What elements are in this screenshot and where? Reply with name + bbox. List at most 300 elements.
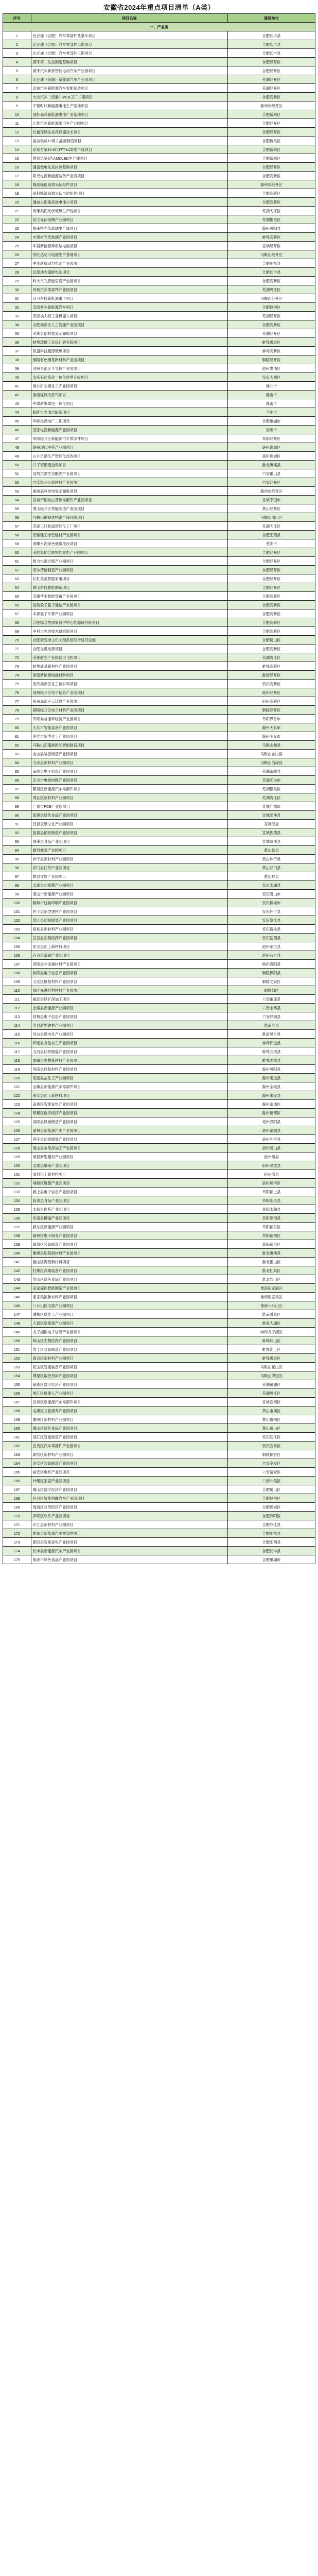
row-index: 85 bbox=[3, 767, 31, 776]
table-row bbox=[3, 863, 315, 872]
row-index: 108 bbox=[3, 969, 31, 977]
table-row bbox=[3, 189, 315, 198]
row-index: 68 bbox=[3, 618, 31, 627]
table-row bbox=[3, 391, 315, 399]
table-row bbox=[3, 566, 315, 574]
row-project-name: 叶集区家居产业园项目 bbox=[31, 1477, 227, 1485]
row-index: 43 bbox=[3, 399, 31, 408]
row-project-name: 中建材光伏玻璃产业园项目 bbox=[31, 233, 227, 242]
row-index: 118 bbox=[3, 1056, 31, 1065]
row-index: 146 bbox=[3, 1301, 31, 1310]
row-index: 136 bbox=[3, 1214, 31, 1223]
row-project-name: 国家电投新能源产业园项目 bbox=[31, 426, 227, 434]
row-project-name: 阳光电源新能源装备产业园项目 bbox=[31, 172, 227, 180]
row-unit: 阜阳临泉县 bbox=[228, 1196, 315, 1205]
row-unit: 合肥蜀山区 bbox=[228, 636, 315, 645]
row-index: 174 bbox=[3, 1547, 31, 1555]
row-project-name: 欣旺达动力电池生产基地项目 bbox=[31, 250, 227, 259]
row-unit: 亳州谯城区 bbox=[228, 452, 315, 461]
row-project-name: 金安区装备制造产业园项目 bbox=[31, 1459, 227, 1468]
table-row bbox=[3, 1109, 315, 1117]
row-unit: 宿州萧县 bbox=[228, 1153, 315, 1161]
row-project-name: 颍州区电子商务产业园项目 bbox=[31, 1231, 227, 1240]
row-project-name: 长鑫存储先进存储器技术项目 bbox=[31, 128, 227, 137]
row-project-name: 涡阳县机械制造产业园项目 bbox=[31, 1117, 227, 1126]
row-index: 150 bbox=[3, 1336, 31, 1345]
table-row bbox=[3, 338, 315, 347]
row-project-name: 谢家集区新材料产业园项目 bbox=[31, 1293, 227, 1301]
table-row bbox=[3, 1363, 315, 1371]
row-unit: 蚌埠龙子湖区 bbox=[228, 1328, 315, 1336]
table-row bbox=[3, 1415, 315, 1424]
table-row bbox=[3, 846, 315, 855]
row-unit: 合肥肥西县 bbox=[228, 531, 315, 539]
row-unit: 六安霍山县 bbox=[228, 469, 315, 478]
row-project-name: 宣城宁国核心基础零部件产业园项目 bbox=[31, 496, 227, 504]
row-index: 112 bbox=[3, 1004, 31, 1012]
row-project-name: 淮南新能源电池材料项目 bbox=[31, 671, 227, 680]
table-row bbox=[3, 1406, 315, 1415]
row-project-name: 肥西县智能家电产业园项目 bbox=[31, 1538, 227, 1547]
row-project-name: 合肥先进光源项目 bbox=[31, 645, 227, 653]
row-project-name: 青阳县非金属材料产业园项目 bbox=[31, 960, 227, 969]
document-title: 安徽省2024年重点项目清单（A类） bbox=[103, 4, 215, 11]
row-project-name: 合肥聚变堆主机关键系统综合研究设施 bbox=[31, 636, 227, 645]
row-unit: 黄山黟县 bbox=[228, 872, 315, 881]
row-unit: 合肥经开区 bbox=[228, 163, 315, 172]
row-unit: 淮南凤台县 bbox=[228, 1030, 315, 1039]
row-unit: 蚌埠禹会区 bbox=[228, 338, 315, 347]
row-project-name: 安凯客车新能源汽车项目 bbox=[31, 303, 227, 312]
row-project-name: 泾县宣纸文化产业园项目 bbox=[31, 820, 227, 828]
table-row bbox=[3, 548, 315, 557]
row-index: 53 bbox=[3, 487, 31, 496]
row-unit: 池州青阳县 bbox=[228, 960, 315, 969]
row-index: 105 bbox=[3, 942, 31, 951]
table-row bbox=[3, 1433, 315, 1442]
row-index: 33 bbox=[3, 312, 31, 320]
row-unit: 安庆桐城市 bbox=[228, 899, 315, 907]
row-index: 103 bbox=[3, 925, 31, 934]
row-project-name: 枞阳县电子信息产业园项目 bbox=[31, 969, 227, 977]
row-project-name: 蚌埠玻璃工业设计研究院项目 bbox=[31, 338, 227, 347]
table-row bbox=[3, 522, 315, 531]
table-row bbox=[3, 312, 315, 320]
table-row bbox=[3, 1223, 315, 1231]
row-project-name: 六安经开区新材料产业园项目 bbox=[31, 478, 227, 487]
row-index: 152 bbox=[3, 1354, 31, 1363]
row-unit: 滁州市经开区 bbox=[228, 487, 315, 496]
row-unit: 黄山黄山区 bbox=[228, 1424, 315, 1433]
row-index: 141 bbox=[3, 1258, 31, 1266]
row-unit: 合肥长丰县 bbox=[228, 31, 315, 40]
row-index: 36 bbox=[3, 338, 31, 347]
table-row bbox=[3, 250, 315, 259]
table-row bbox=[3, 1310, 315, 1319]
row-unit: 合肥经开区 bbox=[228, 58, 315, 66]
table-row bbox=[3, 1301, 315, 1310]
row-project-name: 花山区智能装备产业园项目 bbox=[31, 1363, 227, 1371]
row-index: 109 bbox=[3, 977, 31, 986]
table-row bbox=[3, 452, 315, 461]
table-row bbox=[3, 601, 315, 609]
table-row bbox=[3, 671, 315, 680]
row-project-name: 禹会区新材料产业园项目 bbox=[31, 1354, 227, 1363]
table-row bbox=[3, 119, 315, 128]
row-index: 64 bbox=[3, 583, 31, 592]
row-index: 169 bbox=[3, 1503, 31, 1512]
table-row bbox=[3, 277, 315, 285]
table-row bbox=[3, 469, 315, 478]
row-unit: 滁州定远县 bbox=[228, 1074, 315, 1082]
row-unit: 淮南谢家集区 bbox=[228, 1293, 315, 1301]
row-project-name: 来安县化工新材料项目 bbox=[31, 1091, 227, 1100]
row-project-name: 比亚迪（芜湖）新能源汽车产业园项目 bbox=[31, 75, 227, 84]
row-unit: 淮北杜集区 bbox=[228, 1266, 315, 1275]
row-project-name: 怀宁县新型建材产业园项目 bbox=[31, 907, 227, 916]
row-index: 170 bbox=[3, 1512, 31, 1520]
row-unit: 合肥经开区 bbox=[228, 574, 315, 583]
row-unit: 六安舒城县 bbox=[228, 1012, 315, 1021]
table-row bbox=[3, 364, 315, 373]
row-unit: 铜陵枞阳县 bbox=[228, 969, 315, 977]
row-unit: 宿州泗县 bbox=[228, 1170, 315, 1179]
row-unit: 马鞍山花山区 bbox=[228, 1363, 315, 1371]
row-unit: 池州石台县 bbox=[228, 951, 315, 960]
row-index: 3 bbox=[3, 49, 31, 58]
row-index: 99 bbox=[3, 890, 31, 899]
row-project-name: 铜陵有色铜基新材料产业园项目 bbox=[31, 355, 227, 364]
row-unit: 蚌埠禹会区 bbox=[228, 1354, 315, 1363]
row-project-name: 芜湖航空产业园通用飞机项目 bbox=[31, 653, 227, 662]
row-unit: 合肥高新区 bbox=[228, 277, 315, 285]
row-index: 154 bbox=[3, 1371, 31, 1380]
row-index: 1 bbox=[3, 31, 31, 40]
row-project-name: 金寨县新能源产业园项目 bbox=[31, 1004, 227, 1012]
row-unit: 宣城经开区 bbox=[228, 242, 315, 250]
row-unit: 宣城广德市 bbox=[228, 802, 315, 811]
row-unit: 合肥高新区 bbox=[228, 592, 315, 601]
row-index: 120 bbox=[3, 1074, 31, 1082]
table-row bbox=[3, 1240, 315, 1249]
row-index: 135 bbox=[3, 1205, 31, 1214]
row-index: 45 bbox=[3, 417, 31, 426]
row-index: 41 bbox=[3, 382, 31, 391]
row-index: 116 bbox=[3, 1039, 31, 1047]
row-unit: 合肥经开区 bbox=[228, 583, 315, 592]
row-project-name: 东至县化工新材料项目 bbox=[31, 942, 227, 951]
row-project-name: 淮上区装备制造产业园项目 bbox=[31, 1345, 227, 1354]
table-row bbox=[3, 1424, 315, 1433]
row-index: 110 bbox=[3, 986, 31, 995]
row-unit: 淮南大通区 bbox=[228, 1319, 315, 1328]
row-unit: 淮南市 bbox=[228, 391, 315, 399]
row-index: 34 bbox=[3, 320, 31, 329]
table-row bbox=[3, 1144, 315, 1153]
table-row bbox=[3, 84, 315, 93]
table-row bbox=[3, 653, 315, 662]
row-index: 73 bbox=[3, 662, 31, 671]
row-unit: 淮南潘集区 bbox=[228, 1310, 315, 1319]
table-row bbox=[3, 268, 315, 277]
table-row bbox=[3, 811, 315, 820]
table-row bbox=[3, 75, 315, 84]
row-project-name: 颍上县电子信息产业园项目 bbox=[31, 1188, 227, 1196]
row-unit: 合肥高新区 bbox=[228, 320, 315, 329]
row-unit: 合肥高新区 bbox=[228, 198, 315, 207]
row-project-name: 通富微电先进封测基地项目 bbox=[31, 163, 227, 172]
row-unit: 池州经开区 bbox=[228, 688, 315, 697]
row-unit: 宣城宣州区 bbox=[228, 1398, 315, 1406]
row-unit: 亳州蒙城县 bbox=[228, 1126, 315, 1135]
row-unit: 宣城旌德县 bbox=[228, 828, 315, 837]
row-project-name: 当涂县新材料产业园项目 bbox=[31, 758, 227, 767]
row-project-name: 大通区新能源产业园项目 bbox=[31, 1319, 227, 1328]
row-index: 61 bbox=[3, 557, 31, 566]
row-project-name: 黄山经开区智能制造产业园项目 bbox=[31, 504, 227, 513]
table-row bbox=[3, 408, 315, 417]
table-row bbox=[3, 697, 315, 706]
row-index: 30 bbox=[3, 285, 31, 294]
row-index: 171 bbox=[3, 1520, 31, 1529]
table-row bbox=[3, 1398, 315, 1406]
row-index: 49 bbox=[3, 452, 31, 461]
row-index: 97 bbox=[3, 872, 31, 881]
row-unit: 芜湖经开区 bbox=[228, 75, 315, 84]
row-index: 111 bbox=[3, 995, 31, 1004]
row-index: 75 bbox=[3, 680, 31, 688]
table-row bbox=[3, 1135, 315, 1144]
row-project-name: 泗县化工新材料项目 bbox=[31, 1170, 227, 1179]
row-unit: 滁州市经开区 bbox=[228, 101, 315, 110]
header-unit: 建设单位 bbox=[228, 14, 315, 23]
table-row bbox=[3, 609, 315, 618]
row-unit: 宿州埇桥区 bbox=[228, 1179, 315, 1188]
row-project-name: 合肥高新区人工智能产业园项目 bbox=[31, 320, 227, 329]
table-row bbox=[3, 1555, 315, 1564]
row-unit: 滁州明光市 bbox=[228, 732, 315, 741]
row-index: 46 bbox=[3, 426, 31, 434]
row-index: 113 bbox=[3, 1012, 31, 1021]
row-project-name: 繁昌区新能源汽车零部件项目 bbox=[31, 785, 227, 793]
row-project-name: 滁州惠科光电显示面板项目 bbox=[31, 487, 227, 496]
table-row bbox=[3, 382, 315, 391]
row-index: 139 bbox=[3, 1240, 31, 1249]
row-project-name: 维信诺第6代AMOLED生产线项目 bbox=[31, 154, 227, 163]
row-unit: 阜阳阜南县 bbox=[228, 1214, 315, 1223]
row-project-name: 定远县盐化工产业园项目 bbox=[31, 1074, 227, 1082]
row-unit: 芜湖镜湖区 bbox=[228, 1380, 315, 1389]
row-unit: 安庆迎江区 bbox=[228, 1433, 315, 1442]
row-index: 175 bbox=[3, 1555, 31, 1564]
table-row bbox=[3, 1091, 315, 1100]
row-project-name: 徽州区新材料产业园项目 bbox=[31, 1415, 227, 1424]
table-row bbox=[3, 1494, 315, 1503]
table-row bbox=[3, 373, 315, 382]
row-project-name: 中煤新集煤电一体化项目 bbox=[31, 399, 227, 408]
row-project-name: 湾沚区新材料产业园项目 bbox=[31, 793, 227, 802]
row-index: 26 bbox=[3, 250, 31, 259]
table-row bbox=[3, 1389, 315, 1398]
row-unit: 芜湖湾沚区 bbox=[228, 653, 315, 662]
table-row bbox=[3, 355, 315, 364]
row-project-name: 固镇县生物基材料产业园项目 bbox=[31, 1056, 227, 1065]
row-project-name: 池州贵池区半导体产业园项目 bbox=[31, 364, 227, 373]
table-row bbox=[3, 741, 315, 750]
table-row bbox=[3, 627, 315, 636]
row-unit: 六安经开区 bbox=[228, 478, 315, 487]
table-row bbox=[3, 1188, 315, 1196]
row-unit: 淮南经开区 bbox=[228, 671, 315, 680]
row-index: 157 bbox=[3, 1398, 31, 1406]
row-project-name: 蒙城县新能源汽车产业园项目 bbox=[31, 1126, 227, 1135]
table-row bbox=[3, 399, 315, 408]
row-index: 54 bbox=[3, 496, 31, 504]
table-row bbox=[3, 101, 315, 110]
row-unit: 安庆大观区 bbox=[228, 373, 315, 382]
row-unit: 马鞍山和县 bbox=[228, 741, 315, 750]
row-unit: 六安霍邱县 bbox=[228, 995, 315, 1004]
row-project-name: 迎江区智能制造产业园项目 bbox=[31, 1433, 227, 1442]
table-row bbox=[3, 513, 315, 522]
row-unit: 阜阳颍上县 bbox=[228, 1188, 315, 1196]
row-index: 107 bbox=[3, 960, 31, 969]
row-unit: 马鞍山当涂县 bbox=[228, 758, 315, 767]
row-project-name: 信义光伏玻璃产业园项目 bbox=[31, 215, 227, 224]
table-row bbox=[3, 180, 315, 189]
table-row bbox=[3, 583, 315, 592]
row-unit: 芜湖无为市 bbox=[228, 776, 315, 785]
row-unit: 合肥蜀山区 bbox=[228, 1485, 315, 1494]
row-project-name: 郎溪县绿色食品产业园项目 bbox=[31, 811, 227, 820]
row-index: 40 bbox=[3, 373, 31, 382]
row-index: 5 bbox=[3, 66, 31, 75]
row-unit: 黄山祁门县 bbox=[228, 863, 315, 872]
row-index: 24 bbox=[3, 233, 31, 242]
row-unit: 安庆太湖县 bbox=[228, 881, 315, 890]
table-row bbox=[3, 1065, 315, 1074]
table-row bbox=[3, 285, 315, 294]
row-unit: 淮南田家庵区 bbox=[228, 1284, 315, 1293]
row-project-name: 黟县文旅产业园项目 bbox=[31, 872, 227, 881]
row-project-name: 蚌山区生物医药产业园项目 bbox=[31, 1336, 227, 1345]
row-index: 13 bbox=[3, 137, 31, 145]
row-project-name: 安庆高新区化工新材料项目 bbox=[31, 680, 227, 688]
row-unit: 宿州市 bbox=[228, 426, 315, 434]
row-index: 4 bbox=[3, 58, 31, 66]
row-unit: 阜阳经开区 bbox=[228, 434, 315, 443]
table-row bbox=[3, 1520, 315, 1529]
row-unit: 合肥经开区 bbox=[228, 548, 315, 557]
row-index: 100 bbox=[3, 899, 31, 907]
table-row bbox=[3, 145, 315, 154]
row-unit: 滁州凤阳县 bbox=[228, 224, 315, 233]
row-project-name: 瑶海区总部经济产业园项目 bbox=[31, 1503, 227, 1512]
table-row bbox=[3, 1284, 315, 1293]
table-row bbox=[3, 347, 315, 355]
row-index: 71 bbox=[3, 645, 31, 653]
row-index: 172 bbox=[3, 1529, 31, 1538]
row-unit: 宣城宁国市 bbox=[228, 496, 315, 504]
row-unit: 滁州市经开区 bbox=[228, 180, 315, 189]
section-label: 一、产业类 bbox=[3, 23, 315, 31]
row-index: 133 bbox=[3, 1188, 31, 1196]
row-unit: 合肥包河区 bbox=[228, 1494, 315, 1503]
table-row bbox=[3, 1205, 315, 1214]
row-project-name: 利辛县纺织服装产业园项目 bbox=[31, 1135, 227, 1144]
row-project-name: 迎驾贡酒生态酿酒产业园项目 bbox=[31, 469, 227, 478]
table-row bbox=[3, 1249, 315, 1258]
table-row bbox=[3, 1371, 315, 1380]
row-unit: 宣城泾县 bbox=[228, 820, 315, 828]
row-index: 12 bbox=[3, 128, 31, 137]
row-project-name: 镜湖区数字经济产业园项目 bbox=[31, 1380, 227, 1389]
row-unit: 亳州利辛县 bbox=[228, 1135, 315, 1144]
table-row bbox=[3, 925, 315, 934]
row-project-name: 福莱特光伏玻璃生产线项目 bbox=[31, 224, 227, 233]
table-row bbox=[3, 58, 315, 66]
row-project-name: 海螺集团光伏玻璃生产线项目 bbox=[31, 207, 227, 215]
header-project-name: 项目名称 bbox=[31, 14, 227, 23]
row-project-name: 阜阳经开区新能源汽车零部件项目 bbox=[31, 434, 227, 443]
row-index: 65 bbox=[3, 592, 31, 601]
table-row bbox=[3, 233, 315, 242]
table-row bbox=[3, 1266, 315, 1275]
row-unit: 铜陵铜官区 bbox=[228, 1450, 315, 1459]
row-unit: 六安叶集区 bbox=[228, 1477, 315, 1485]
row-unit: 淮南八公山区 bbox=[228, 1301, 315, 1310]
row-project-name: 芜湖埃夫特工业机器人项目 bbox=[31, 312, 227, 320]
row-index: 9 bbox=[3, 101, 31, 110]
row-index: 56 bbox=[3, 513, 31, 522]
row-unit: 合肥庐江县 bbox=[228, 1520, 315, 1529]
row-unit: 淮南市 bbox=[228, 399, 315, 408]
row-index: 38 bbox=[3, 355, 31, 364]
row-index: 101 bbox=[3, 907, 31, 916]
table-row bbox=[3, 426, 315, 434]
row-index: 94 bbox=[3, 846, 31, 855]
table-row bbox=[3, 198, 315, 207]
row-index: 93 bbox=[3, 837, 31, 846]
row-index: 58 bbox=[3, 531, 31, 539]
table-row bbox=[3, 40, 315, 49]
row-index: 2 bbox=[3, 40, 31, 49]
row-unit: 安庆望江县 bbox=[228, 916, 315, 925]
row-unit: 蚌埠五河县 bbox=[228, 1047, 315, 1056]
row-index: 126 bbox=[3, 1126, 31, 1135]
row-unit: 合肥高新区 bbox=[228, 627, 315, 636]
row-project-name: 比亚迪（合肥）汽车零部件二期项目 bbox=[31, 40, 227, 49]
row-index: 82 bbox=[3, 741, 31, 750]
row-project-name: 合肥综合性国家科学中心能源研究院项目 bbox=[31, 618, 227, 627]
row-unit: 蚌埠蚌山区 bbox=[228, 1336, 315, 1345]
row-project-name: 海尔智能制造产业园项目 bbox=[31, 566, 227, 574]
row-project-name: 舒城县电子信息产业园项目 bbox=[31, 1012, 227, 1021]
table-row bbox=[3, 907, 315, 916]
table-row bbox=[3, 207, 315, 215]
row-project-name: 义安区铜基材料产业园项目 bbox=[31, 977, 227, 986]
row-index: 60 bbox=[3, 548, 31, 557]
row-index: 15 bbox=[3, 154, 31, 163]
row-project-name: 烈山区绿色食品产业园项目 bbox=[31, 1275, 227, 1284]
table-row bbox=[3, 242, 315, 250]
table-row bbox=[3, 128, 315, 137]
row-unit: 合肥经开区 bbox=[228, 128, 315, 137]
table-row bbox=[3, 1012, 315, 1021]
table-row bbox=[3, 1319, 315, 1328]
table-row bbox=[3, 636, 315, 645]
row-project-name: 汉马科技新能源重卡项目 bbox=[31, 294, 227, 303]
